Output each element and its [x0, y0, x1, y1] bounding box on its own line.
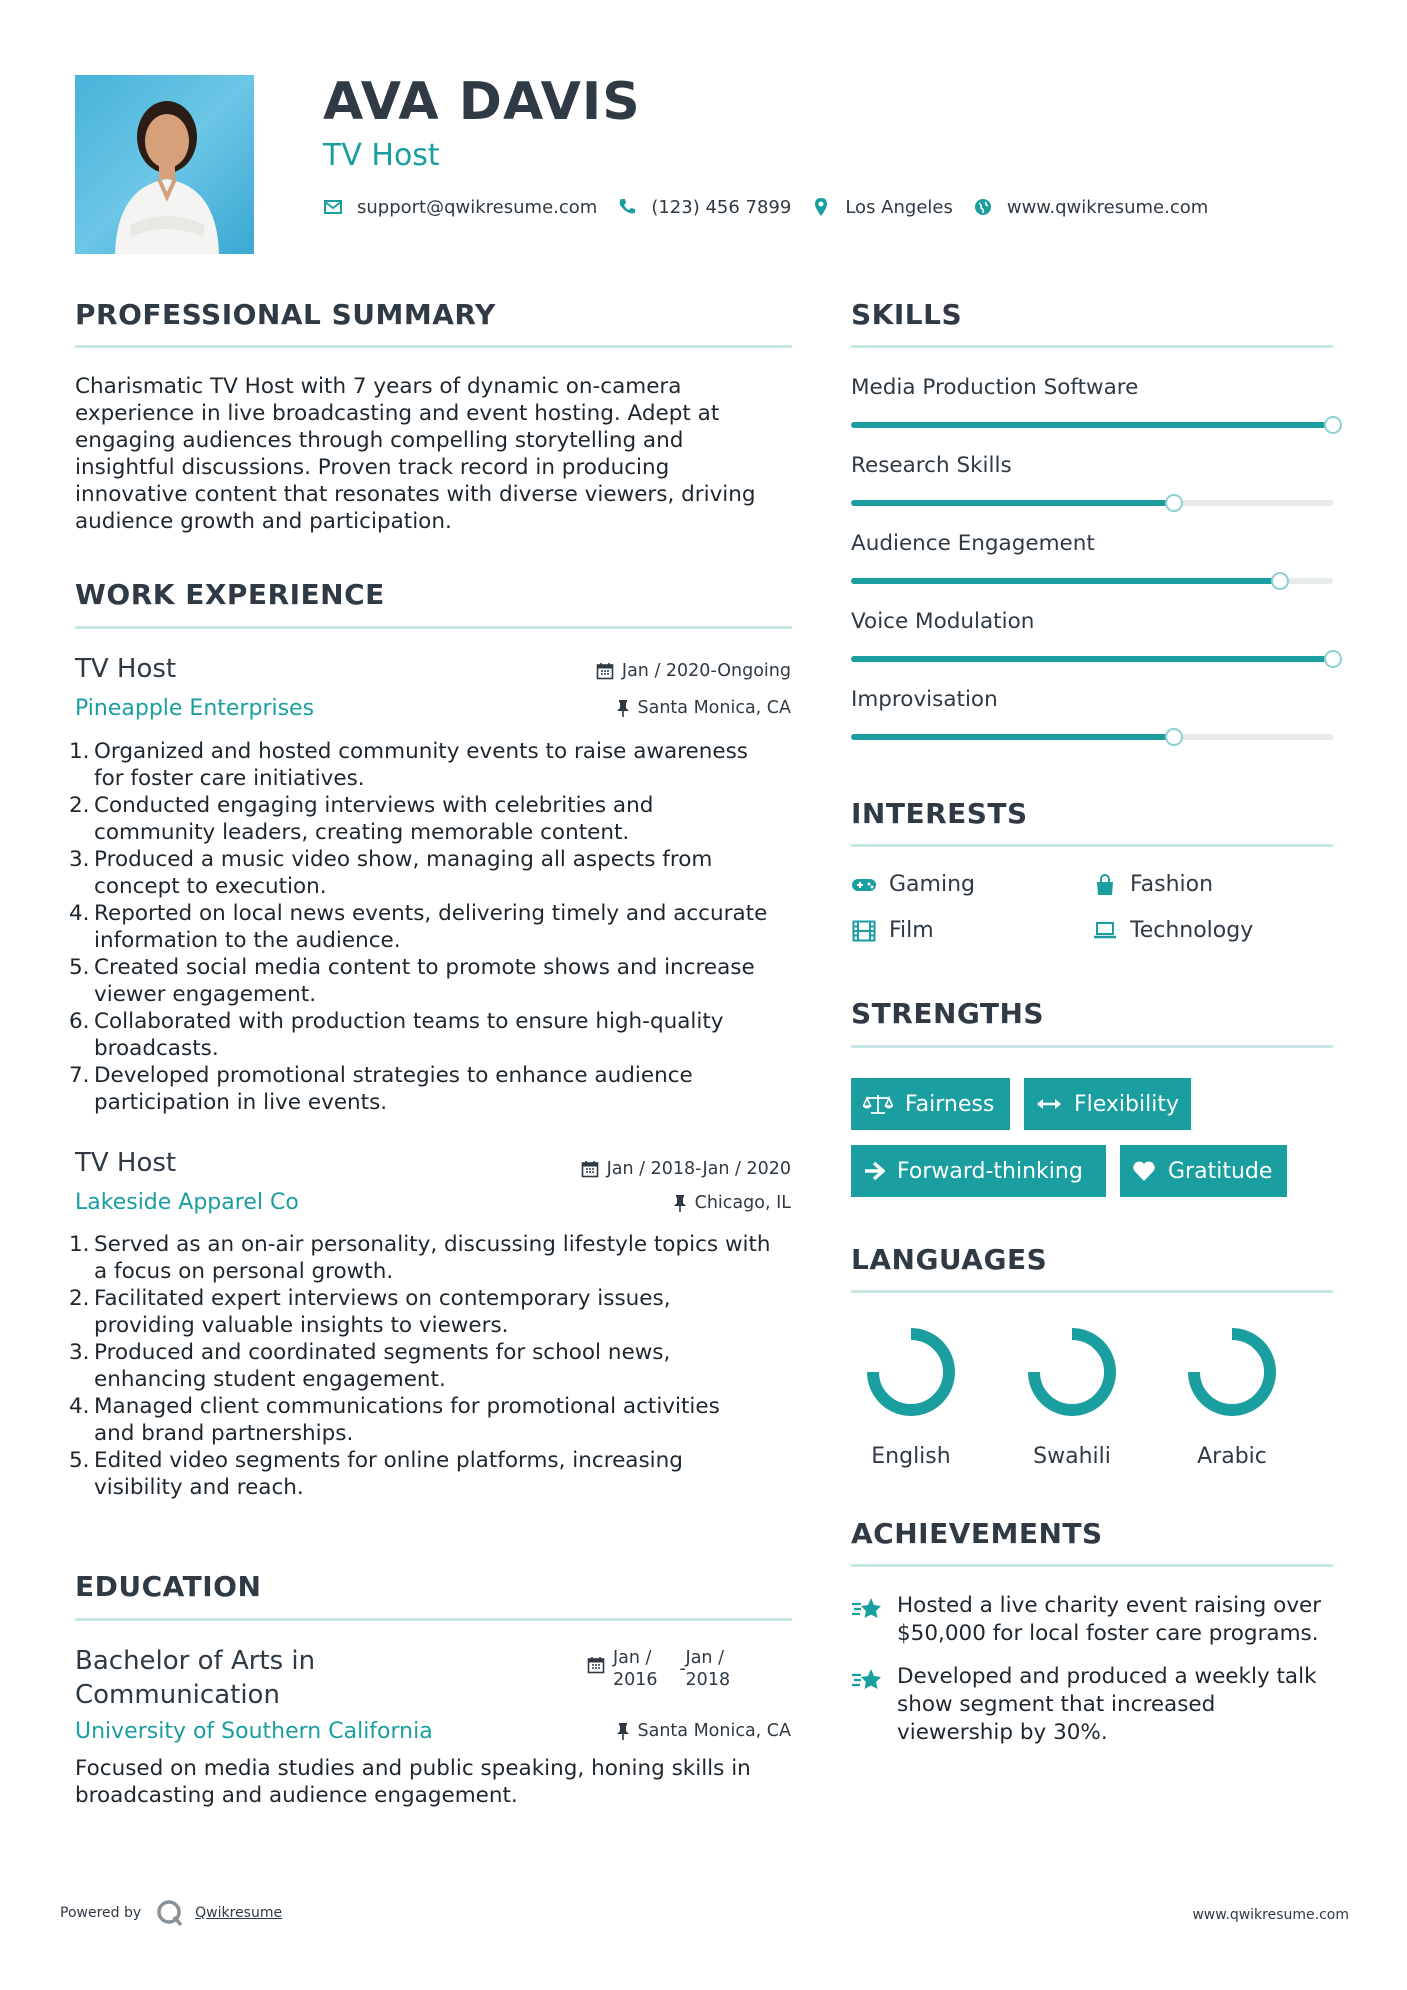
interest-label: Gaming — [889, 872, 975, 897]
achievements-heading: ACHIEVEMENTS — [851, 1517, 1103, 1550]
summary-line: innovative content that resonates with diverse viewers, driving — [75, 482, 756, 507]
heart-icon — [1132, 1160, 1156, 1182]
skill-bar — [851, 422, 1333, 428]
degree — [75, 1644, 315, 1712]
job-title: TV Host — [75, 1148, 177, 1178]
phone-icon — [617, 197, 637, 217]
achievement-item — [851, 1663, 1341, 1747]
summary-heading: PROFESSIONAL SUMMARY — [75, 298, 496, 331]
balance-scale-icon — [863, 1093, 893, 1115]
list-item: 2. Conducted engaging interviews with celebrities and community leaders, creating memorable content. — [69, 793, 654, 845]
candidate-title: TV Host — [323, 138, 440, 173]
skill-bar-fill — [851, 656, 1333, 662]
achievement-text: Hosted a live charity event raising over $50,000 for local foster care programs. — [897, 1593, 1322, 1646]
envelope-icon — [323, 197, 343, 217]
language-progress-ring — [1022, 1322, 1122, 1422]
education-end: - Jan / 2018 — [679, 1648, 731, 1690]
interest-item — [1092, 918, 1253, 943]
list-item: 7. Developed promotional strategies to enhance audience participation in live events. — [69, 1063, 693, 1115]
pin-icon — [673, 1194, 687, 1212]
powered-by-text: Powered by — [60, 1905, 142, 1921]
skill-bar — [851, 734, 1333, 740]
skill-bar-fill — [851, 422, 1333, 428]
language-progress-ring — [861, 1322, 961, 1422]
job-location — [673, 1193, 791, 1213]
language-label: Arabic — [1197, 1444, 1267, 1469]
list-item: 5. Created social media content to promote shows and increase viewer engagement. — [69, 955, 755, 1007]
qwikresume-logo-icon — [155, 1898, 185, 1928]
contact-phone[interactable]: (123) 456 7899 — [651, 196, 792, 218]
interest-label: Technology — [1130, 918, 1254, 943]
footer-url[interactable]: www.qwikresume.com — [1192, 1907, 1349, 1923]
calendar-icon — [596, 662, 614, 680]
education-heading: EDUCATION — [75, 1570, 262, 1603]
contact-bar — [323, 194, 1228, 220]
achievements-divider — [851, 1564, 1333, 1567]
skill-bar-knob — [1324, 416, 1342, 434]
job-title: TV Host — [75, 654, 177, 684]
shopping-bag-icon — [1092, 874, 1118, 896]
interest-item — [851, 872, 975, 897]
interest-label: Film — [889, 918, 934, 943]
calendar-icon — [587, 1656, 605, 1674]
strength-chip — [851, 1145, 1106, 1197]
skill-bar — [851, 500, 1333, 506]
language-progress-ring — [1182, 1322, 1282, 1422]
skill-bar-knob — [1271, 572, 1289, 590]
language-item — [856, 1322, 966, 1469]
job-location — [616, 698, 792, 718]
map-marker-icon — [811, 197, 831, 217]
skill-bar-knob — [1165, 728, 1183, 746]
job-date — [596, 661, 791, 681]
experience-heading: WORK EXPERIENCE — [75, 578, 385, 611]
experience-divider — [75, 626, 792, 629]
pin-icon — [616, 1722, 630, 1740]
list-item: 6. Collaborated with production teams to ensure high-quality broadcasts. — [69, 1009, 724, 1061]
languages-heading: LANGUAGES — [851, 1243, 1048, 1276]
skill-label: Research Skills — [851, 453, 1012, 478]
education-start: Jan / 2016 — [613, 1648, 658, 1690]
skill-bar-knob — [1165, 494, 1183, 512]
skill-bar-fill — [851, 500, 1174, 506]
trophy-star-icon — [851, 1596, 883, 1622]
job-responsibilities — [69, 1231, 800, 1501]
skill-bar-knob — [1324, 650, 1342, 668]
education-location-text: Santa Monica, CA — [637, 1721, 791, 1741]
skill-bar-fill — [851, 578, 1280, 584]
language-item — [1177, 1322, 1287, 1469]
job-date-text: Jan / 2020-Ongoing — [621, 661, 791, 681]
skill-bar — [851, 578, 1333, 584]
laptop-icon — [1092, 920, 1118, 942]
strengths-divider — [851, 1045, 1333, 1048]
company-name: Lakeside Apparel Co — [75, 1190, 299, 1215]
summary-line: engaging audiences through compelling storytelling and — [75, 428, 684, 453]
company-name: Pineapple Enterprises — [75, 696, 315, 721]
skill-bar-fill — [851, 734, 1174, 740]
calendar-icon — [581, 1160, 599, 1178]
school-name: University of Southern California — [75, 1719, 433, 1744]
candidate-name: AVA DAVIS — [323, 72, 641, 132]
interest-label: Fashion — [1130, 872, 1214, 897]
skill-label: Media Production Software — [851, 375, 1139, 400]
education-description: Focused on media studies and public speaking, honing skills in broadcasting and audience engagement. — [75, 1756, 751, 1808]
interests-heading: INTERESTS — [851, 797, 1028, 830]
brand-link[interactable]: Qwikresume — [195, 1905, 283, 1921]
list-item: 4. Reported on local news events, delivering timely and accurate information to the audience. — [69, 901, 768, 953]
skill-bar — [851, 656, 1333, 662]
interest-item — [1092, 872, 1213, 897]
education-divider — [75, 1618, 792, 1621]
contact-location: Los Angeles — [845, 196, 953, 218]
job-date — [581, 1159, 791, 1179]
strengths-heading: STRENGTHS — [851, 997, 1045, 1030]
summary-line: insightful discussions. Proven track record in producing — [75, 455, 670, 480]
interests-divider — [851, 844, 1333, 847]
summary-line: experience in live broadcasting and event hosting. Adept at — [75, 401, 720, 426]
list-item: 1. Served as an on-air personality, discussing lifestyle topics with a focus on personal growth. — [69, 1232, 771, 1284]
languages-divider — [851, 1290, 1333, 1293]
education-location — [616, 1721, 792, 1741]
achievement-text: Developed and produced a weekly talk show segment that increased viewership by 30%. — [897, 1664, 1317, 1745]
summary-text — [75, 373, 795, 535]
contact-email[interactable]: support@qwikresume.com — [357, 196, 598, 218]
interest-item — [851, 918, 934, 943]
skill-label: Voice Modulation — [851, 609, 1035, 634]
globe-icon — [973, 197, 993, 217]
job-responsibilities — [69, 738, 800, 1116]
list-item: 5. Edited video segments for online platforms, increasing visibility and reach. — [69, 1448, 683, 1500]
film-icon — [851, 920, 877, 942]
degree-line: Communication — [75, 1680, 280, 1710]
degree-line: Bachelor of Arts in — [75, 1646, 316, 1676]
summary-line: Charismatic TV Host with 7 years of dynamic on-camera — [75, 374, 682, 399]
job-date-text: Jan / 2018-Jan / 2020 — [606, 1159, 791, 1179]
strength-chip — [1120, 1145, 1287, 1197]
strength-label: Fairness — [905, 1091, 995, 1117]
strength-label: Forward-thinking — [897, 1158, 1083, 1184]
arrows-horizontal-icon — [1036, 1097, 1062, 1111]
list-item: 2. Facilitated expert interviews on contemporary issues, providing valuable insights to viewers. — [69, 1286, 671, 1338]
language-label: English — [871, 1444, 951, 1469]
language-item — [1017, 1322, 1127, 1469]
gamepad-icon — [851, 874, 877, 896]
skill-label: Improvisation — [851, 687, 998, 712]
trophy-star-icon — [851, 1667, 883, 1693]
skills-heading: SKILLS — [851, 298, 963, 331]
strength-label: Gratitude — [1168, 1158, 1273, 1184]
footer-powered-by — [60, 1898, 282, 1928]
pin-icon — [616, 699, 630, 717]
contact-website[interactable]: www.qwikresume.com — [1006, 196, 1209, 218]
skill-label: Audience Engagement — [851, 531, 1095, 556]
language-label: Swahili — [1033, 1444, 1111, 1469]
arrow-right-icon — [863, 1161, 885, 1181]
list-item: 3. Produced a music video show, managing all aspects from concept to execution. — [69, 847, 713, 899]
summary-line: audience growth and participation. — [75, 509, 452, 534]
strength-label: Flexibility — [1074, 1091, 1179, 1117]
list-item: 1. Organized and hosted community events to raise awareness for foster care initiatives. — [69, 739, 749, 791]
list-item: 3. Produced and coordinated segments for school news, enhancing student engagement. — [69, 1340, 671, 1392]
achievement-item — [851, 1592, 1341, 1648]
summary-divider — [75, 345, 792, 348]
job-location-text: Chicago, IL — [694, 1193, 791, 1213]
strength-chip — [1024, 1078, 1191, 1130]
profile-photo — [75, 75, 254, 254]
job-location-text: Santa Monica, CA — [637, 698, 791, 718]
strength-chip — [851, 1078, 1010, 1130]
list-item: 4. Managed client communications for promotional activities and brand partnerships. — [69, 1394, 720, 1446]
skills-divider — [851, 345, 1333, 348]
education-dates — [587, 1647, 730, 1691]
